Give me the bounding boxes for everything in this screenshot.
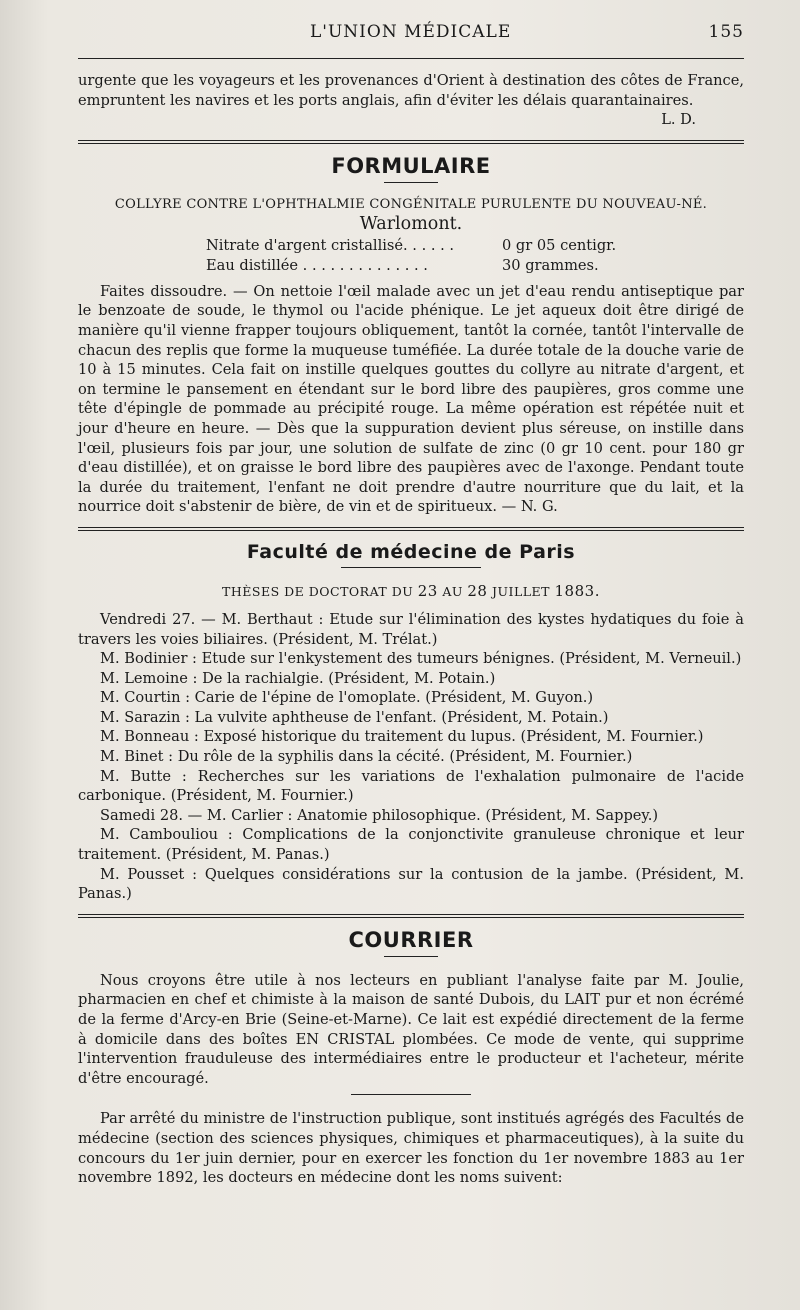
date-mid: AU — [442, 583, 463, 599]
ingredient-name: Eau distillée . . . . . . . . . . . . . . — [206, 256, 428, 274]
list-item: Samedi 28. — M. Carlier : Anatomie philosophique. (Président, M. Sappey.) — [100, 806, 659, 824]
section-divider — [78, 527, 744, 531]
heading-underline — [341, 567, 481, 568]
journal-title: L'UNION MÉDICALE — [310, 22, 512, 42]
list-item: M. Pousset : Quelques considérations sur la contusion de la jambe. (Président, M. Panas.) — [78, 865, 744, 903]
list-item: M. Bodinier : Etude sur l'enkystement des tumeurs bénignes. (Président, M. Verneuil.) — [100, 650, 742, 668]
ingredient-amount: 0 gr 05 centigr. — [502, 236, 617, 254]
list-item: M. Courtin : Carie de l'épine de l'omoplate. (Président, M. Guyon.) — [100, 689, 594, 707]
list-item: M. Sarazin : La vulvite aphtheuse de l'enfant. (Président, M. Potain.) — [100, 708, 609, 726]
section-divider — [78, 140, 744, 144]
date-from: 23 — [417, 581, 438, 600]
list-item: M. Bonneau : Exposé historique du traitement du lupus. (Président, M. Fournier.) — [100, 728, 704, 746]
ingredient-amount: 30 grammes. — [502, 256, 599, 274]
date-month: JUILLET — [491, 583, 551, 599]
heading-underline — [384, 956, 438, 957]
date-prefix: THÈSES DE DOCTORAT DU — [222, 583, 414, 599]
theses-date-line — [78, 582, 744, 600]
intro-paragraph: urgente que les voyageurs et les provenances d'Orient à destination des côtes de France, empruntent les navires et les ports anglais, afin d'éviter les délais quarantainaires. — [78, 72, 744, 109]
ingredient-row — [206, 256, 744, 276]
list-item: M. Butte : Recherches sur les variations de l'exhalation pulmonaire de l'acide carbonique. (Président, M. Fournier.) — [78, 767, 744, 805]
running-header — [78, 18, 744, 52]
date-to: 28 — [467, 581, 488, 600]
courrier-heading: COURRIER — [348, 927, 474, 952]
recipe-title: COLLYRE CONTRE L'OPHTHALMIE CONGÉNITALE PURULENTE DU NOUVEAU-NÉ. — [114, 196, 708, 212]
ingredient-name: Nitrate d'argent cristallisé. . . . . . — [206, 236, 455, 254]
ingredient-row — [206, 236, 744, 256]
list-item: M. Binet : Du rôle de la syphilis dans la cécité. (Président, M. Fournier.) — [100, 748, 633, 766]
courrier-paragraph-2: Par arrêté du ministre de l'instruction publique, sont institués agrégés des Facultés de médecine (section des sciences physiques, chimiques et pharmaceutiques), à la suite du concours du 1er juin dernier, pour en exercer les fonction du 1er novembre 1883 au 1er novembre 1892, les docteurs en médecine dont les noms suivent: — [78, 1110, 744, 1187]
intro-signature: L. D. — [661, 111, 696, 129]
faculte-heading: Faculté de médecine de Paris — [246, 540, 576, 563]
list-item: Vendredi 27. — M. Berthaut : Etude sur l'élimination des kystes hydatiques du foie à travers les voies biliaires. (Président, M. Trélat.) — [78, 610, 744, 648]
heading-underline — [384, 182, 438, 183]
ingredient-list — [206, 236, 744, 276]
recipe-author: Warlomont. — [359, 213, 463, 234]
date-year: 1883. — [554, 581, 600, 600]
recipe-instructions: Faites dissoudre. — On nettoie l'œil malade avec un jet d'eau rendu antiseptique par le benzoate de soude, le thymol ou l'acide phénique. Le jet aqueux doit être dirigé de manière qu'il vienne frapper toujours obliquement, tantôt la cornée, tantôt l'intervalle de chacun des replis que forme la muqueuse tuméfiée. La durée totale de la douche varie de 10 à 15 minutes. Cela fait on instille quelques gouttes du collyre au nitrate d'argent, et on termine le pansement en étendant sur le bord libre des paupières, gros comme une tête d'épingle de pommade au précipité rouge. La même opération est répétée nuit et jour d'heure en heure. — Dès que la suppuration devient plus séreuse, on instille dans l'œil, plusieurs fois par jour, une solution de sulfate de zinc (0 gr 10 cent. pour 180 gr d'eau distillée), et on graisse le bord libre des paupières avec de l'axonge. Pendant toute la durée du traitement, l'enfant ne doit prendre d'autre nourriture que du lait, et la nourrice doit s'abstenir de bière, de vin et de spiritueux. — N. G. — [78, 282, 744, 516]
paragraph-separator — [351, 1094, 471, 1095]
page-number: 155 — [708, 22, 744, 42]
list-item: M. Cambouliou : Complications de la conjonctivite granuleuse chronique et leur traitement. (Président, M. Panas.) — [78, 826, 744, 864]
list-item: M. Lemoine : De la rachialgie. (Président, M. Potain.) — [100, 669, 496, 687]
theses-list — [78, 610, 744, 904]
courrier-paragraph-1: Nous croyons être utile à nos lecteurs en publiant l'analyse faite par M. Joulie, pharmacien en chef et chimiste à la maison de santé Dubois, du LAIT pur et non écrémé de la ferme d'Arcy-en Brie (Seine-et-Marne). Ce lait est expédié directement de la ferme à domicile dans des boîtes EN CRISTAL plombées. Ce mode de vente, qui supprime l'intervention frauduleuse des intermédiaires entre le producteur et l'acheteur, mérite d'être encouragé. — [78, 971, 744, 1087]
section-divider — [78, 914, 744, 918]
formulaire-heading: FORMULAIRE — [331, 153, 491, 178]
